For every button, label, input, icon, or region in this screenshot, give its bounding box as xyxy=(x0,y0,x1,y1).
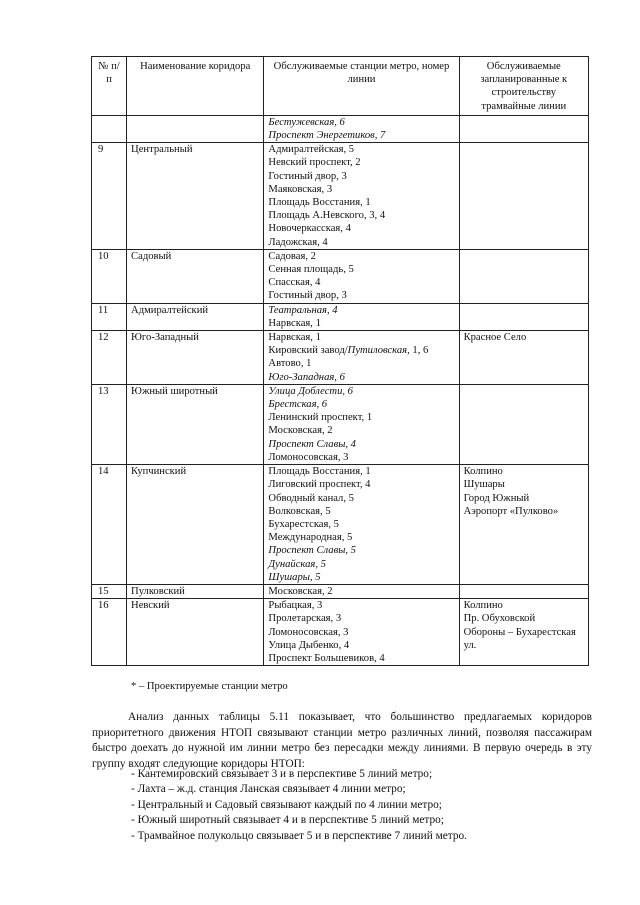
row-number: 15 xyxy=(92,584,127,598)
station-item: Театральная, 4 xyxy=(268,304,338,316)
corridor-name: Купчинский xyxy=(127,465,264,585)
table-row xyxy=(92,303,589,330)
station-item: Садовая, 2 xyxy=(268,250,316,262)
list-item: - Лахта – ж.д. станция Ланская связывает 4 линии метро; xyxy=(131,783,406,796)
station-item: Гостиный двор, 3 xyxy=(268,170,347,182)
tram-item: Обороны – Бухарестская xyxy=(463,626,576,638)
corridor-name: Пулковский xyxy=(127,584,264,598)
header-stations: Обслуживаемые станции метро, номер линии xyxy=(264,57,459,116)
station-item: Улица Дыбенко, 4 xyxy=(268,639,350,651)
station-item: Сенная площадь, 5 xyxy=(268,264,354,276)
table-row xyxy=(92,384,589,464)
tram-cell xyxy=(459,584,588,598)
stations-cell xyxy=(264,303,459,330)
station-item: Волковская, 5 xyxy=(268,505,331,517)
row-number: 12 xyxy=(92,331,127,385)
stations-cell xyxy=(264,384,459,464)
row-number: 9 xyxy=(92,143,127,250)
stations-cell xyxy=(264,584,459,598)
row-number: 10 xyxy=(92,249,127,303)
station-item: Рыбацкая, 3 xyxy=(268,600,323,612)
table-row xyxy=(92,331,589,385)
header-tram: Обслуживаемые запланированные к строительству трамвайные линии xyxy=(459,57,588,116)
stations-cell xyxy=(264,249,459,303)
corridor-name: Адмиралтейский xyxy=(127,303,264,330)
station-item: Ленинский проспект, 1 xyxy=(268,412,373,424)
stations-cell xyxy=(264,115,459,142)
station-item: Ломоносовская, 3 xyxy=(268,626,349,638)
stations-cell xyxy=(264,331,459,385)
station-item: Площадь Восстания, 1 xyxy=(268,466,371,478)
stations-cell xyxy=(264,599,459,666)
footnote: * – Проектируемые станции метро xyxy=(131,681,288,692)
table-row xyxy=(92,465,589,585)
station-item: Площадь Восстания, 1 xyxy=(268,197,371,209)
row-number: 13 xyxy=(92,384,127,464)
corridor-table xyxy=(91,56,589,666)
row-number xyxy=(92,115,127,142)
station-item: Ломоносовская, 3 xyxy=(268,451,349,463)
tram-item: Шушары xyxy=(463,479,505,491)
station-item: Невский проспект, 2 xyxy=(268,157,361,169)
list-item: - Трамвайное полукольцо связывает 5 и в перспективе 7 линий метро. xyxy=(131,829,467,842)
tram-cell xyxy=(459,115,588,142)
tram-item: Красное Село xyxy=(463,332,527,344)
tram-cell xyxy=(459,465,588,585)
station-item: Спасская, 4 xyxy=(268,277,321,289)
tram-cell xyxy=(459,384,588,464)
table-row xyxy=(92,599,589,666)
station-item: Проспект Большевиков, 4 xyxy=(268,652,385,664)
tram-cell xyxy=(459,143,588,250)
station-name-part-projected: Путиловская xyxy=(347,345,408,357)
corridor-name: Центральный xyxy=(127,143,264,250)
tram-cell xyxy=(459,599,588,666)
station-item: Бестужевская, 6 xyxy=(268,116,345,128)
station-item: Новочеркасская, 4 xyxy=(268,223,351,235)
station-item: Нарвская, 1 xyxy=(268,317,321,329)
station-item: Проспект Славы, 5 xyxy=(268,545,356,557)
station-item: Гостиный двор, 3 xyxy=(268,290,347,302)
station-item xyxy=(268,344,454,357)
corridor-name: Юго-Западный xyxy=(127,331,264,385)
station-item: Ладожская, 4 xyxy=(268,236,328,248)
station-item: Проспект Энергетиков, 7 xyxy=(268,130,386,142)
station-item: Маяковская, 3 xyxy=(268,183,333,195)
station-item: Проспект Славы, 4 xyxy=(268,438,356,450)
station-item: Московская, 2 xyxy=(268,425,333,437)
station-item: Бухарестская, 5 xyxy=(268,518,339,530)
station-item: Улица Доблести, 6 xyxy=(268,385,353,397)
tram-item: Аэропорт «Пулково» xyxy=(463,505,559,517)
tram-item: ул. xyxy=(463,639,477,651)
list-item: - Кантемировский связывает 3 и в перспективе 5 линий метро; xyxy=(131,768,433,780)
station-item: Обводный канал, 5 xyxy=(268,492,354,504)
corridor-name xyxy=(127,115,264,142)
table-body xyxy=(92,115,589,665)
table-row xyxy=(92,584,589,598)
corridor-list xyxy=(131,767,467,844)
station-item: Международная, 5 xyxy=(268,532,353,544)
station-name-part: Кировский завод/ xyxy=(268,345,348,357)
tram-item: Колпино xyxy=(463,600,503,612)
tram-cell xyxy=(459,303,588,330)
station-item: Юго-Западная, 6 xyxy=(268,371,345,383)
list-item: - Южный широтный связывает 4 и в перспективе 5 линий метро; xyxy=(131,814,444,827)
tram-item: Город Южный xyxy=(463,492,530,504)
list-item: - Центральный и Садовый связывают каждый по 4 линии метро; xyxy=(131,798,442,811)
tram-cell xyxy=(459,249,588,303)
row-number: 11 xyxy=(92,303,127,330)
corridor-name: Садовый xyxy=(127,249,264,303)
analysis-paragraph xyxy=(92,710,592,772)
station-line-part: , 1, 6 xyxy=(407,345,429,357)
tram-item: Колпино xyxy=(463,466,503,478)
station-item: Автово, 1 xyxy=(268,358,312,370)
tram-cell xyxy=(459,331,588,385)
station-item: Пролетарская, 3 xyxy=(268,613,342,625)
station-item: Брестская, 6 xyxy=(268,399,328,411)
tram-item: Пр. Обуховской xyxy=(463,613,536,625)
station-item: Нарвская, 1 xyxy=(268,332,321,344)
table-header-row xyxy=(92,57,589,116)
station-item: Площадь А.Невского, 3, 4 xyxy=(268,210,386,222)
corridor-name: Невский xyxy=(127,599,264,666)
station-item: Лиговский проспект, 4 xyxy=(268,479,371,491)
header-corridor: Наименование коридора xyxy=(127,57,264,116)
row-number: 14 xyxy=(92,465,127,585)
stations-cell xyxy=(264,143,459,250)
header-num: № п/п xyxy=(92,57,127,116)
table-row xyxy=(92,249,589,303)
corridor-name: Южный широтный xyxy=(127,384,264,464)
stations-cell xyxy=(264,465,459,585)
station-item: Дунайская, 5 xyxy=(268,558,326,570)
paragraph-text: Анализ данных таблицы 5.11 показывает, что большинство предлагаемых коридоров приоритетного движения НТОП связывают станции метро различных линий, позволяя пассажирам быстро доехать до нужной им линии метро без пересадки между линиями. В первую очередь в эту группу входят следующие коридоры НТОП: xyxy=(92,711,592,770)
station-item: Адмиралтейская, 5 xyxy=(268,144,355,156)
row-number: 16 xyxy=(92,599,127,666)
station-item: Шушары, 5 xyxy=(268,571,321,583)
station-item: Московская, 2 xyxy=(268,585,333,597)
table-row xyxy=(92,143,589,250)
table-row xyxy=(92,115,589,142)
